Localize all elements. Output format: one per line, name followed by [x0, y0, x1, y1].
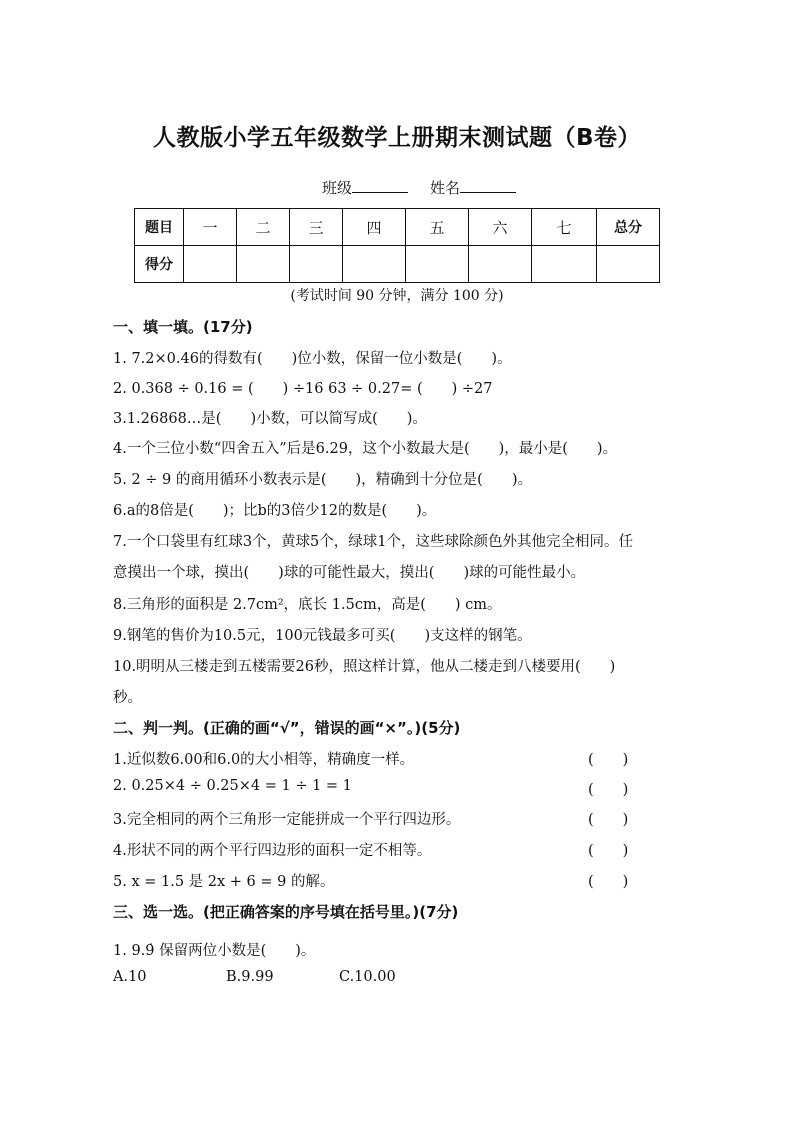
score-cell[interactable]	[184, 246, 237, 283]
answer-paren[interactable]: ( )	[588, 874, 629, 890]
score-header-cell: 三	[290, 209, 343, 246]
score-header-cell: 一	[184, 209, 237, 246]
question-text: 4.形状不同的两个平行四边形的面积一定不相等。	[113, 843, 432, 859]
answer-paren[interactable]: ( )	[588, 843, 629, 859]
section2-heading: 二、判一判。(正确的画“√”，错误的画“×”。)(5分)	[113, 719, 461, 737]
question-text: 5. x = 1.5 是 2x + 6 = 9 的解。	[113, 874, 335, 890]
score-header-cell: 总分	[597, 209, 660, 246]
score-header-cell: 四	[343, 209, 406, 246]
score-cell[interactable]	[406, 246, 469, 283]
score-cell[interactable]	[237, 246, 290, 283]
score-header-cell: 题目	[135, 209, 184, 246]
score-cell[interactable]	[532, 246, 597, 283]
score-header-cell: 二	[237, 209, 290, 246]
score-cell[interactable]	[597, 246, 660, 283]
question-text: 6.a的8倍是( )；比b的3倍少12的数是( )。	[113, 503, 437, 519]
score-table	[134, 208, 660, 283]
section3-heading: 三、选一选。(把正确答案的序号填在括号里。)(7分)	[113, 903, 459, 921]
section1-heading: 一、填一填。(17分)	[113, 318, 253, 336]
question-text: 秒。	[113, 690, 142, 706]
score-header-cell: 五	[406, 209, 469, 246]
question-text: 1. 7.2×0.46的得数有( )位小数，保留一位小数是( )。	[113, 351, 512, 367]
option-a[interactable]: A.10	[113, 969, 147, 985]
score-cell[interactable]	[469, 246, 532, 283]
question-text: 2. 0.368 ÷ 0.16 = ( ) ÷16 63 ÷ 0.27= ( ) ÷27	[113, 381, 493, 397]
student-info	[322, 177, 516, 198]
question-text: 2. 0.25×4 ÷ 0.25×4 = 1 ÷ 1 = 1	[113, 778, 352, 794]
question-text: 9.钢笔的售价为10.5元，100元钱最多可买( )支这样的钢笔。	[113, 628, 532, 644]
question-text: 3.完全相同的两个三角形一定能拼成一个平行四边形。	[113, 812, 461, 828]
question-text: 4.一个三位小数“四舍五入”后是6.29，这个小数最大是( )，最小是( )。	[113, 441, 618, 457]
score-header-cell: 七	[532, 209, 597, 246]
class-label: 班级	[322, 179, 353, 197]
option-c[interactable]: C.10.00	[339, 969, 396, 985]
question-text: 8.三角形的面积是 2.7cm²，底长 1.5cm，高是( ) cm。	[113, 597, 502, 613]
question-text: 意摸出一个球，摸出( )球的可能性最大，摸出( )球的可能性最小。	[113, 565, 586, 581]
question-text: 7.一个口袋里有红球3个，黄球5个，绿球1个，这些球除颜色外其他完全相同。任	[113, 534, 634, 550]
answer-paren[interactable]: ( )	[588, 782, 629, 798]
score-header-cell: 六	[469, 209, 532, 246]
score-header-row	[135, 209, 660, 246]
class-blank[interactable]	[352, 178, 408, 193]
score-row-label: 得分	[135, 246, 184, 283]
name-label: 姓名	[430, 179, 461, 197]
exam-title: 人教版小学五年级数学上册期末测试题（B卷）	[152, 125, 642, 151]
score-cell[interactable]	[290, 246, 343, 283]
score-cell[interactable]	[343, 246, 406, 283]
score-row	[135, 246, 660, 283]
question-text: 1.近似数6.00和6.0的大小相等，精确度一样。	[113, 752, 415, 768]
answer-paren[interactable]: ( )	[588, 812, 629, 828]
option-b[interactable]: B.9.99	[226, 969, 274, 985]
answer-paren[interactable]: ( )	[588, 752, 629, 768]
question-text: 1. 9.9̇ 保留两位小数是( )。	[113, 943, 316, 959]
question-text: 10.明明从三楼走到五楼需要26秒，照这样计算，他从二楼走到八楼要用( )	[113, 659, 616, 675]
exam-note: (考试时间 90 分钟，满分 100 分)	[290, 288, 504, 304]
question-text: 3.1.26868…是( )小数，可以简写成( )。	[113, 411, 427, 427]
question-text: 5. 2 ÷ 9 的商用循环小数表示是( )，精确到十分位是( )。	[113, 472, 532, 488]
name-blank[interactable]	[460, 178, 516, 193]
